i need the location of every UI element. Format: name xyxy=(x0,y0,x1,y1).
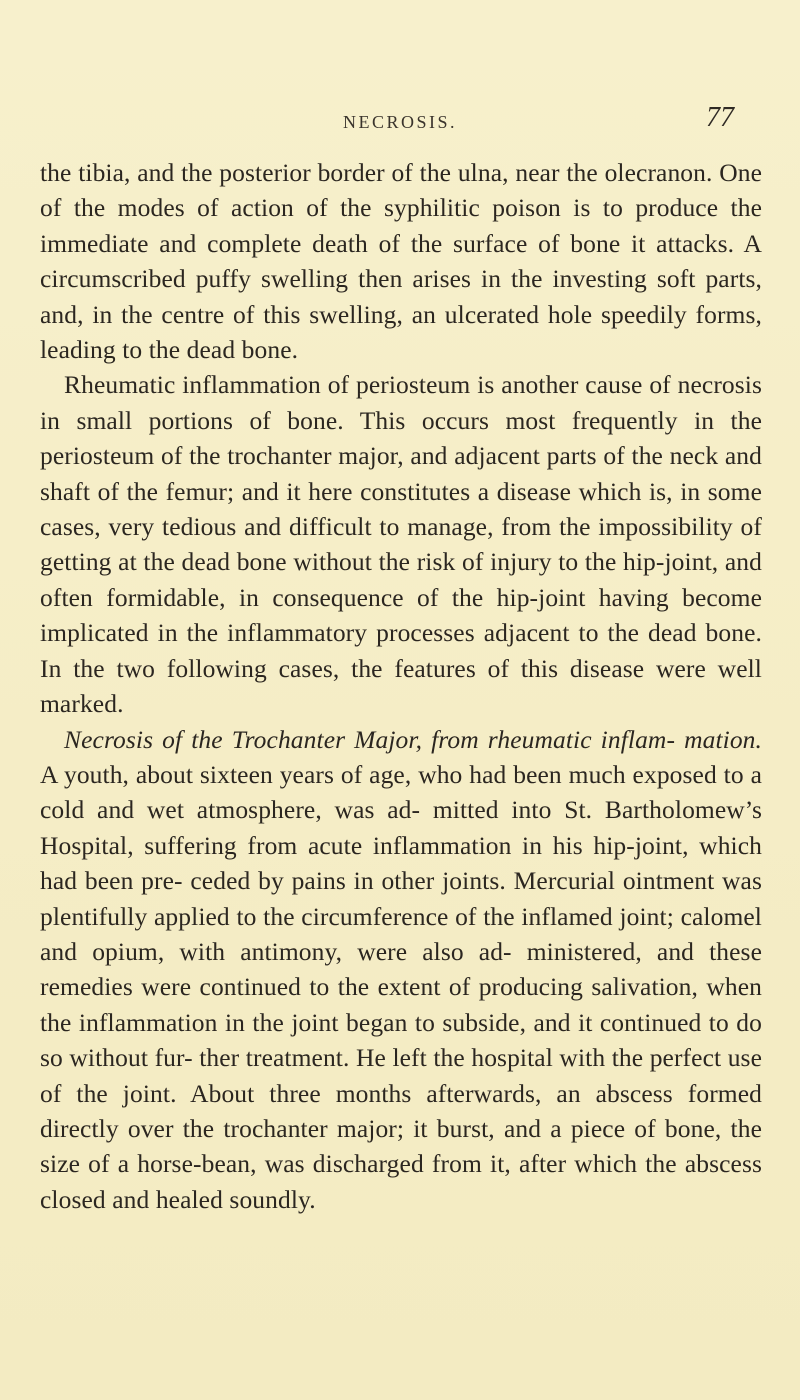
paragraph-continued xyxy=(40,155,762,367)
body-text xyxy=(40,155,762,1217)
paragraph-text: the tibia, and the posterior border of the ulna, near the olecranon. One of the modes of action of the syphilitic poison is to produce the immediate and complete death of the surface of bone it attacks. A circumscribed puffy swelling then arises in the investing soft parts, and, in the centre of this swelling, an ulcerated hole speedily forms, leading to the dead bone. xyxy=(40,158,762,365)
paragraph-rheumatic-inflammation xyxy=(40,367,762,721)
running-title: NECROSIS. xyxy=(342,112,458,132)
page-number: 77 xyxy=(706,102,734,133)
paragraph-text: Rheumatic inflammation of periosteum is another cause of necrosis in small portions of bone. This occurs most frequently in the periosteum of the trochanter major, and adjacent parts of the neck and shaft of the femur; and it here constitutes a disease which is, in some cases, very tedious and difficult to manage, from the impossibility of getting at the dead bone without the risk of injury to the hip-joint, and often formidable, in consequence of the hip-joint having become implicated in the inflammatory processes adjacent to the dead bone. In the two following cases, the features of this disease were well marked. xyxy=(40,370,762,719)
paragraph-text: A youth, about sixteen years of age, who had been much exposed to a cold and wet atmosphere, was ad- mitted into St. Bartholomew’s Hospital, suffering from acute inflammation in his hip-joint, which had been pre- ceded by pains in other joints. Mercurial ointment was plentifully applied to the circumference of the inflamed joint; calomel and opium, with antimony, were also ad- ministered, and these remedies were continued to the extent of producing salivation, when the inflammation in the joint began to subside, and it continued to do so without fur- ther treatment. He left the hospital with the perfect use of the joint. About three months afterwards, an abscess formed directly over the trochanter major; it burst, and a piece of bone, the size of a horse-bean, was discharged from it, after which the abscess closed and healed soundly. xyxy=(40,759,762,1214)
paragraph-case-necrosis-trochanter xyxy=(40,722,762,1218)
running-head xyxy=(0,102,800,138)
case-heading: Necrosis of the Trochanter Major, from rheumatic inflam- mation. xyxy=(64,724,762,754)
